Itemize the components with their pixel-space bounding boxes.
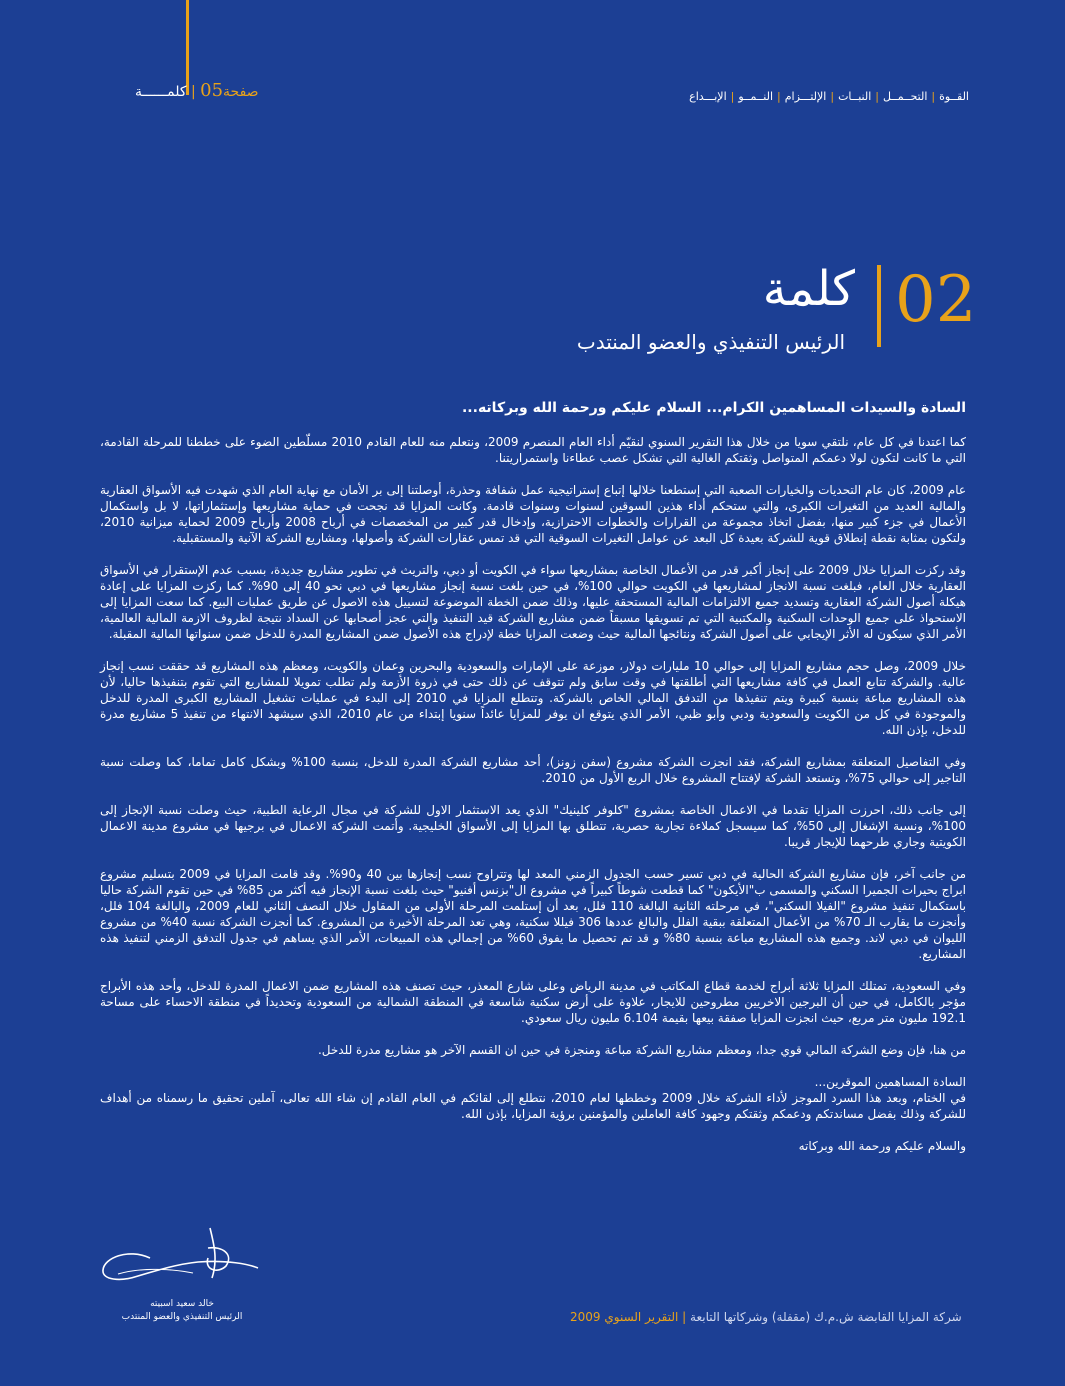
page-prefix: صفحة — [223, 84, 259, 100]
paragraph: عام 2009، كان عام التحديات والخيارات الصعبة التي إستطعنا خلالها إتباع إستراتيجية عمل شفافة وحذرة، أوصلتنا إلى بر الأمان مع نهاية العام الذي شهدت فيه الأسواق العقارية والمالية العديد من التغيرات الكبرى، والتي ستحكم أداء هذين السوقين لسنوات وسنوات قادمة. وكانت المزايا قد نجحت في حماية مشاريعها وإستثماراتها، لا بل واستكمال الأعمال في جزء كبير منها، بفضل اتخاذ مجموعة من القرارات والخطوات الاحترازية، وإدخال قدر كبير من المخصصات في أرباح 2008 وأرباح 2009 لحماية ميزانية 2010، ولتكون بمثابة نقطة إنطلاق قوية للشركة بعيدة كل البعد عن عوامل التغيرات السوقية التي قد تمس عقارات الشركة وأصولها، ومشاريع الشركة الآنية والمستقبلية. — [100, 483, 967, 545]
paragraph: وقد ركزت المزايا خلال 2009 على إنجاز أكبر قدر من الأعمال الخاصة بمشاريعها سواء في الكويت أو دبي، والتريث في تطوير مشاريع جديدة، بسبب عدم الإستقرار في الأسواق العقارية خلال العام، فبلغت نسبة الانجاز لمشاريعها في الكويت حوالي 100%، في حين بلغت نسبة إنجاز مشاريعها في دبي نحو 40 إلى 90%. كما ركزت المزايا على إعادة هيكلة أصول الشركة العقارية وتسديد جميع الالتزامات المالية المستحقة عليها، وذلك ضمن الخطة الموضوعة لتسييل هذه الاصول عن طريق عمليات البيع. كما سعت المزايا إلى الاستحواذ على جميع الوحدات السكنية والمكتبية التي تم تسويقها مسبقاً ضمن مشاريع الشركة قيد التنفيذ والتي عجز أصحابها عن السداد نتيجة لظروف الازمة المالية العالمية، الأمر الذي سيكون له الأثر الإيجابي على أصول الشركة ونتائجها المالية حيث وضعت المزايا خطة لإدراج هذه الأصول ضمن المشاريع المدرة للدخل ضمن سنواتها المالية المقبلة. — [100, 563, 967, 641]
value-item: التحــمــل — [882, 90, 928, 103]
signature-image — [98, 1218, 268, 1298]
paragraph: خلال 2009، وصل حجم مشاريع المزايا إلى حوالي 10 مليارات دولار، موزعة على الإمارات والسعودية والبحرين وعمان والكويت، ومعظم هذه المشاريع قد حققت نسب إنجاز عالية. والشركة تتابع العمل في كافة مشاريعها التي أطلقتها في وقت سابق ولم تتوقف عن ذلك حتى في ذروة الأزمة ولم تطلب تمويلا للمشاريع التي تقوم بتنفيذها حاليا، لأن هذه المشاريع مباعة بنسبة كبيرة ويتم تنفيذها من التدفق المالي الخاص بالشركة. وتتطلع المزايا في 2010 إلى البدء في عمليات تشغيل المشاريع الكبرى المدرة للدخل والموجودة في كل من الكويت والسعودية ودبي وأبو ظبي، الأمر الذي يتوقع ان يوفر للمزايا عائداً سنويا إبتداء من عام 2010، الذي سيشهد الانتهاء من تنفيذ 5 مشاريع مدرة للدخل، بإذن الله. — [100, 659, 966, 737]
paragraph: وفي التفاصيل المتعلقة بمشاريع الشركة، فقد انجزت الشركة مشروع (سفن زونز)، أحد مشاريع الشركة المدرة للدخل، بنسبة 100% وبشكل كامل تماما، كما وصلت نسبة التاجير إلى حوالي 75%، وتستعد الشركة لإفتتاح المشروع خلال الربع الأول من 2010. — [100, 755, 967, 785]
letter-greeting: السادة والسيدات المساهمين الكرام... السلام عليكم ورحمة الله وبركاته... — [461, 400, 966, 416]
page-number: 05 — [200, 80, 224, 101]
signatory-name: خالد سعيد اسبيته — [150, 1299, 214, 1309]
value-item: النبــات — [838, 90, 872, 103]
paragraph: كما اعتدنا في كل عام، نلتقي سويا من خلال هذا التقرير السنوي لنقيّم أداء العام المنصرم 2009، ونتعلم منه للعام القادم 2010 مسلّطين الضوء على خططنا للمرحلة القادمة، التي ما كانت لتكون لولا دعمكم المتواصل وثقتكم الغالية التي تشكل عصب عطاءنا واستمراريتنا. — [100, 435, 966, 465]
letter-body — [100, 400, 966, 1170]
values-nav: القــوة|التحــمــل|النبــات|الإلتـــزام|النــمــو|الإبـــداع — [689, 90, 969, 103]
page-word: كلمــــــة — [135, 84, 187, 100]
section-title: كلمة — [762, 261, 855, 317]
value-item: الإلتـــزام — [784, 90, 827, 103]
paragraph: من هنا، فإن وضع الشركة المالي قوي جدا، ومعظم مشاريع الشركة مباعة ومنجزة في حين ان القسم الآخر هو مشاريع مدرة للدخل. — [317, 1043, 966, 1057]
section-bar — [877, 265, 881, 347]
closing-salutation: السادة المساهمين الموقرين... — [814, 1075, 966, 1089]
paragraph: وفي السعودية، تمتلك المزايا ثلاثة أبراج لخدمة قطاع المكاتب في مدينة الرياض وعلى شارع المعذر، حيث تصنف هذه المشاريع ضمن الاعمال المدرة للدخل، وأحد هذه الأبراج مؤجر بالكامل، في حين أن البرجين الاخريين مطروحين للايجار، علاوة على أرض سكنية شاسعة في المنطقة الشمالية من السعودية وتحديداً في منطقة الاحساء على مساحة 192.1 مليون متر مربع، حيث انجزت المزايا صفقة بيعها بقيمة 6.104 مليون ريال سعودي. — [100, 979, 966, 1025]
section-subtitle: الرئيس التنفيذي والعضو المنتدب — [576, 330, 845, 354]
section-number: 02 — [895, 263, 977, 337]
value-item: الإبـــداع — [689, 90, 727, 103]
value-item: القــوة — [939, 90, 969, 103]
signatory — [107, 1298, 257, 1324]
final-greeting: والسلام عليكم ورحمة الله وبركاته — [798, 1139, 966, 1153]
footer: شركة المزايا القابضة ش.م.ك (مقفلة) وشركاتها التابعة | التقرير السنوي 2009 — [570, 1310, 962, 1324]
footer-company: شركة المزايا القابضة ش.م.ك (مقفلة) وشركاتها التابعة — [690, 1310, 962, 1324]
page-label: صفحة05 | كلمــــــة — [135, 80, 259, 101]
footer-report: التقرير السنوي 2009 — [570, 1310, 679, 1324]
signatory-title: الرئيس التنفيذي والعضو المنتدب — [121, 1312, 243, 1322]
closing-text: في الختام، وبعد هذا السرد الموجز لأداء الشركة خلال 2009 وخططها لعام 2010، نتطلع إلى لقائكم في العام القادم إن شاء الله تعالى، آملين تحقيق ما رسمناه من أهداف للشركة وذلك بفضل مساندتكم ودعمكم وثقتكم وجهود كافة العاملين والمؤمنين برؤية المزايا، بإذن الله. — [100, 1091, 966, 1121]
paragraph: إلى جانب ذلك، احرزت المزايا تقدما في الاعمال الخاصة بمشروع "كلوفر كلينيك" الذي يعد الاستثمار الاول للشركة في مجال الرعاية الطبية، حيث وصلت نسبة الإنجاز إلى 100%، ونسبة الإشغال إلى 50%، كما سيسجل كملاءة تجارية حصرية، تتطلق بها المزايا إلى الأسواق الخليجية. وأتمت الشركة الاعمال في برجيها في مشروع مدينة الاعمال الكويتية وجاري طرحهما للإيجار قريبا. — [100, 803, 966, 849]
value-item: النــمــو — [738, 90, 774, 103]
paragraph: من جانب آخر، فإن مشاريع الشركة الحالية في دبي تسير حسب الجدول الزمني المعد لها وتتراوح نسب إنجازها بين 40 و90%. وقد قامت المزايا في 2009 بتسليم مشروع ابراج بحيرات الجميرا السكني والمسمى ب"الأيكون" كما قطعت شوطاً كبيراً في مشروع ال"بزنس أفنيو" حيث بلغت نسبة الإنجاز فيه أكثر من 85% في حين تقوم الشركة حاليا باستكمال تنفيذ مشروع "الفيلا السكني"، في مرحلته الثانية البالغة 110 فلل، بعد أن إستلمت المرحلة الأولى من المقاول خلال النصف الثاني للعام 2009، والبالغة 104 فلل، وأنجزت ما يقارب الـ 70% من الأعمال المتعلقة ببقية الفلل والبالغ عددها 306 فيللا سكنية، وهي تعد المرحلة الأخيرة من المشروع. كما أنجزت الشركة نسبة 40% من مشروع الليوان في دبي لاند. وجميع هذه المشاريع مباعة بنسبة 80% و قد تم تحصيل ما يفوق 60% من إجمالي هذه المبيعات، الأمر الذي يساهم في جدول التدفق الزمني لتنفيذ هذه المشاريع. — [100, 867, 967, 961]
